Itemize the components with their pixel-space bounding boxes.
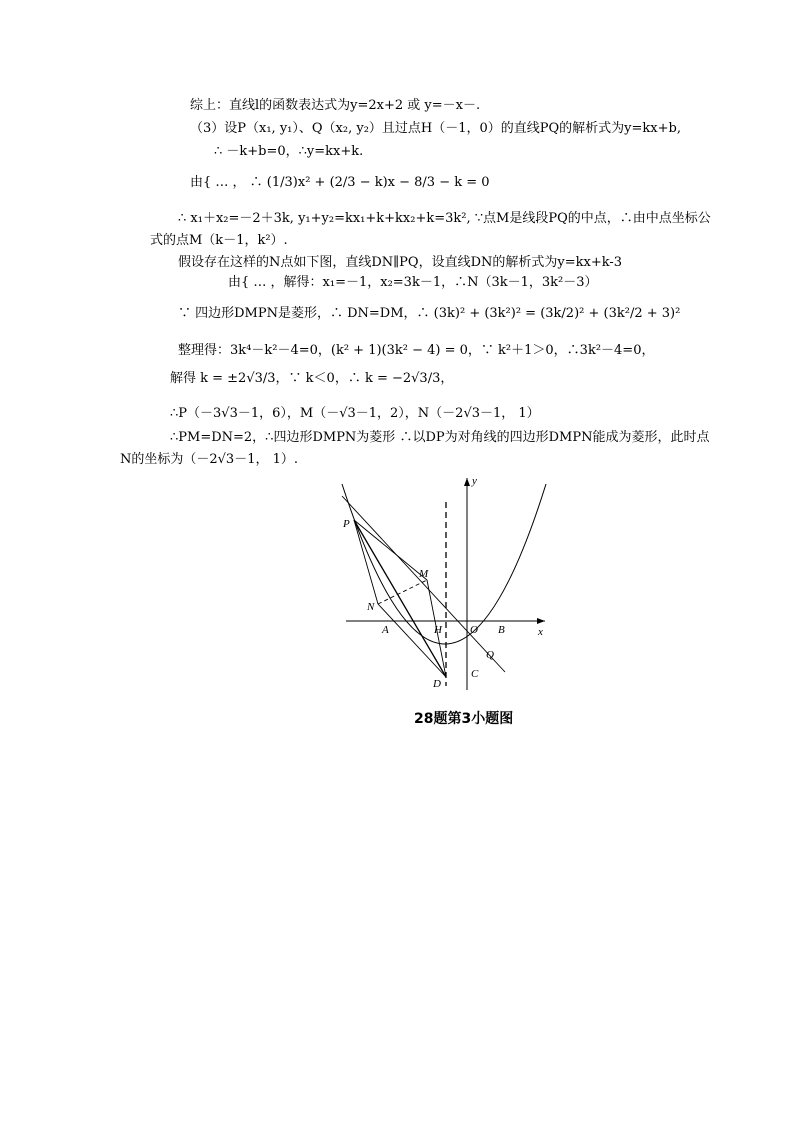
- text-line-5: ∴ x₁＋x₂=－2＋3k, y₁+y₂=kx₁+k+kx₂+k=3k², ∵点M是线段PQ的中点，∴由中点坐标公: [178, 211, 711, 226]
- text-line-1: 综上：直线l的函数表达式为y=2x+2 或 y=－x－.: [190, 98, 481, 113]
- label-m: M: [419, 568, 429, 580]
- label-n: N: [367, 601, 375, 613]
- text-line-4: 由{ … ， ∴ (1/3)x² + (2/3 − k)x − 8/3 − k = 0: [190, 175, 490, 190]
- parabola-curve: [342, 484, 546, 644]
- text-line-9: ∵ 四边形DMPN是菱形，∴ DN=DM，∴ (3k)² + (3k²)² = (3k/2)² + (3k²/2 + 3)²: [178, 306, 681, 321]
- label-c: C: [471, 668, 479, 680]
- text-line-2: （3）设P（x₁, y₁）、Q（x₂, y₂）且过点H（－1，0）的直线PQ的解析式为y=kx+b,: [190, 121, 681, 136]
- line-mp: [354, 520, 427, 580]
- label-o: O: [470, 624, 478, 636]
- text-line-7: 假设存在这样的N点如下图，直线DN∥PQ，设直线DN的解析式为y=kx+k-3: [178, 255, 623, 270]
- x-axis-arrow-icon: [537, 618, 545, 624]
- label-a: A: [382, 624, 389, 636]
- label-p: P: [343, 518, 350, 530]
- label-h: H: [434, 624, 442, 636]
- text-line-11: 解得 k = ±2√3/3，∵ k＜0，∴ k = −2√3/3，: [170, 371, 454, 386]
- label-y: y: [472, 475, 477, 487]
- label-b: B: [498, 624, 505, 636]
- label-d: D: [433, 678, 441, 690]
- line-dn: [378, 604, 446, 677]
- label-x: x: [538, 626, 543, 638]
- text-line-14: N的坐标为（－2√3－1， 1）.: [120, 452, 299, 467]
- figure-caption: 28题第3小题图: [414, 711, 514, 727]
- line-pq: [342, 496, 505, 672]
- text-line-8: 由{ … ，解得：x₁=－1，x₂=3k－1，∴N（3k－1，3k²－3）: [228, 275, 598, 290]
- text-line-13: ∴PM=DN=2，∴四边形DMPN为菱形 ∴以DP为对角线的四边形DMPN能成为菱形，此时点: [170, 430, 710, 445]
- text-line-10: 整理得：3k⁴－k²－4=0，(k² + 1)(3k² − 4) = 0，∵ k²＋1＞0，∴3k²－4=0，: [178, 343, 655, 358]
- text-line-3: ∴ －k+b=0，∴y=kx+k.: [214, 144, 364, 159]
- text-line-12: ∴P（－3√3－1，6），M（－√3－1，2），N（－2√3－1， 1）: [170, 406, 540, 421]
- line-pd: [354, 520, 446, 677]
- line-pn: [354, 520, 378, 604]
- label-q: Q: [486, 649, 494, 661]
- text-line-6: 式的点M（k－1，k²）.: [150, 233, 288, 248]
- segment-nm: [378, 580, 427, 604]
- parabola-figure: [330, 472, 560, 697]
- y-axis-arrow-icon: [464, 478, 470, 486]
